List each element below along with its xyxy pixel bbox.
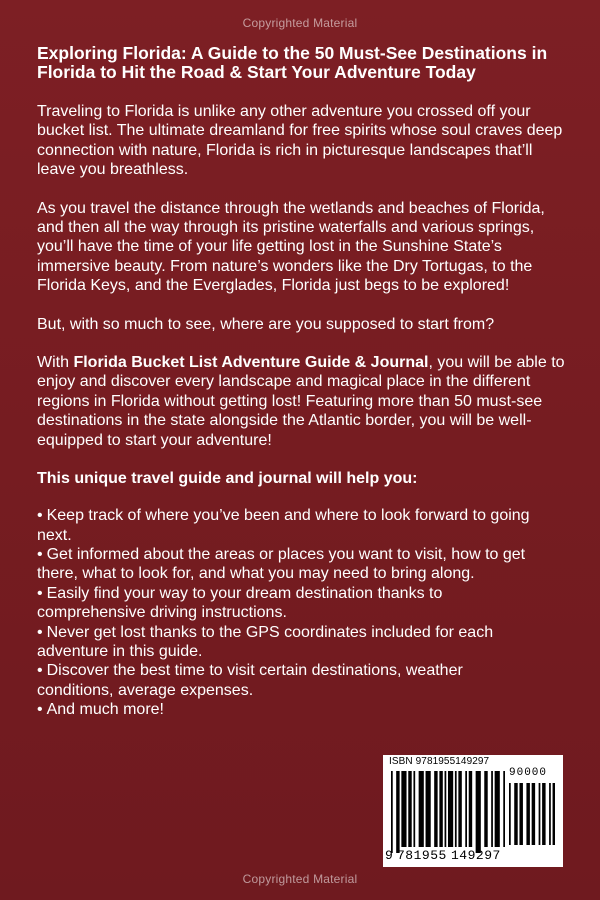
barcode-bar [542,783,545,845]
barcode-bar [476,771,481,853]
isbn-barcode [383,755,563,867]
list-item [37,506,537,545]
list-item [37,623,537,662]
promo-book-title: Florida Bucket List Adventure Guide & Journal [73,354,429,372]
list-item [37,545,537,584]
list-item-text: And much more! [46,701,164,719]
promo-before: With [37,354,74,372]
price-code: 90000 [509,767,548,779]
list-item-text: Discover the best time to visit certain destinations, weather conditions, average expenses. [37,662,463,699]
barcode-bar [469,771,472,847]
barcode-bar [484,771,487,847]
barcode-bar [408,771,411,847]
list-item-text: Easily find your way to your dream destination thanks to comprehensive driving instructions. [37,584,443,622]
barcode-bar [519,783,522,845]
barcode-bar [445,771,447,847]
cover-text [37,44,567,720]
ean-digit-group-2: 149297 [451,848,501,863]
barcode-bar [465,771,467,847]
isbn-label: ISBN 9781955149297 [389,756,490,767]
bullet-marker: • [37,701,43,719]
barcode-bar [413,771,415,847]
barcode-bar [419,771,424,847]
list-item [37,584,537,623]
bullet-marker: • [37,545,43,563]
barcode-bar [455,771,457,847]
benefits-list [37,506,537,719]
barcode-bar [448,771,453,847]
book-heading: Exploring Florida: A Guide to the 50 Must-See Destinations in Florida to Hit the Road & Start Your Adventure Today [37,43,548,82]
ean-digit-lead: 9 [385,848,393,863]
watermark-top: Copyrighted Material [242,16,358,30]
promo-paragraph [37,353,567,450]
watermark-bottom: Copyrighted Material [242,872,358,886]
bullet-marker: • [37,662,43,680]
barcode-bar [391,771,393,853]
barcode-bar [426,771,431,847]
bullet-marker: • [37,507,43,525]
addon-barcode-graphic [509,783,555,845]
barcode-bar [509,783,511,845]
list-item [37,661,537,700]
ean-barcode-graphic [391,771,505,853]
bullet-marker: • [37,623,43,641]
ean-digit-group-1: 781955 [397,848,447,863]
list-item-text: Keep track of where you’ve been and where to look forward to going next. [37,507,530,544]
barcode-bar [503,771,505,847]
benefits-heading: This unique travel guide and journal will help you: [37,470,418,488]
barcode-bar [401,771,406,847]
question-paragraph: But, with so much to see, where are you supposed to start from? [37,315,495,333]
barcode-bar [539,783,541,845]
barcode-bar [526,783,529,845]
list-item-text: Never get lost thanks to the GPS coordinates included for each adventure in this guide. [37,623,494,660]
barcode-bar [549,783,551,845]
barcode-bar [491,771,493,847]
bullet-marker: • [37,584,43,602]
barcode-bar [439,771,442,847]
list-item-text: Get informed about the areas or places you want to visit, how to get there, what to look for, and what you may need to bring along. [37,545,526,583]
intro-paragraph: Traveling to Florida is unlike any other adventure you crossed off your bucket list. The ultimate dreamland for free spirits whose soul craves deep connection with nature, Florida is rich in picturesque landscapes that’ll leave you breathless. [37,103,563,179]
promo-after: , you will be able to enjoy and discover every landscape and magical place in the different regions in Florida without getting lost! Featuring more than 50 must-see destinations in the state alongside the Atlantic border, you will be well-equipped to start your adventure! [37,354,565,449]
barcode-bar [458,771,461,847]
barcode-bar [434,771,437,847]
barcode-bar [514,783,517,845]
barcode-bar [495,771,500,847]
barcode-bar [396,771,399,853]
barcode-bar [532,783,535,845]
barcode-bar [553,783,555,845]
list-item [37,700,537,719]
description-paragraph: As you travel the distance through the wetlands and beaches of Florida, and then all the way through its pristine waterfalls and various springs, you’ll have the time of your life getting lost in the Sunshine State’s immersive beauty. From nature’s wonders like the Dry Tortugas, to the Florida Keys, and the Everglades, Florida just begs to be explored! [37,199,545,295]
